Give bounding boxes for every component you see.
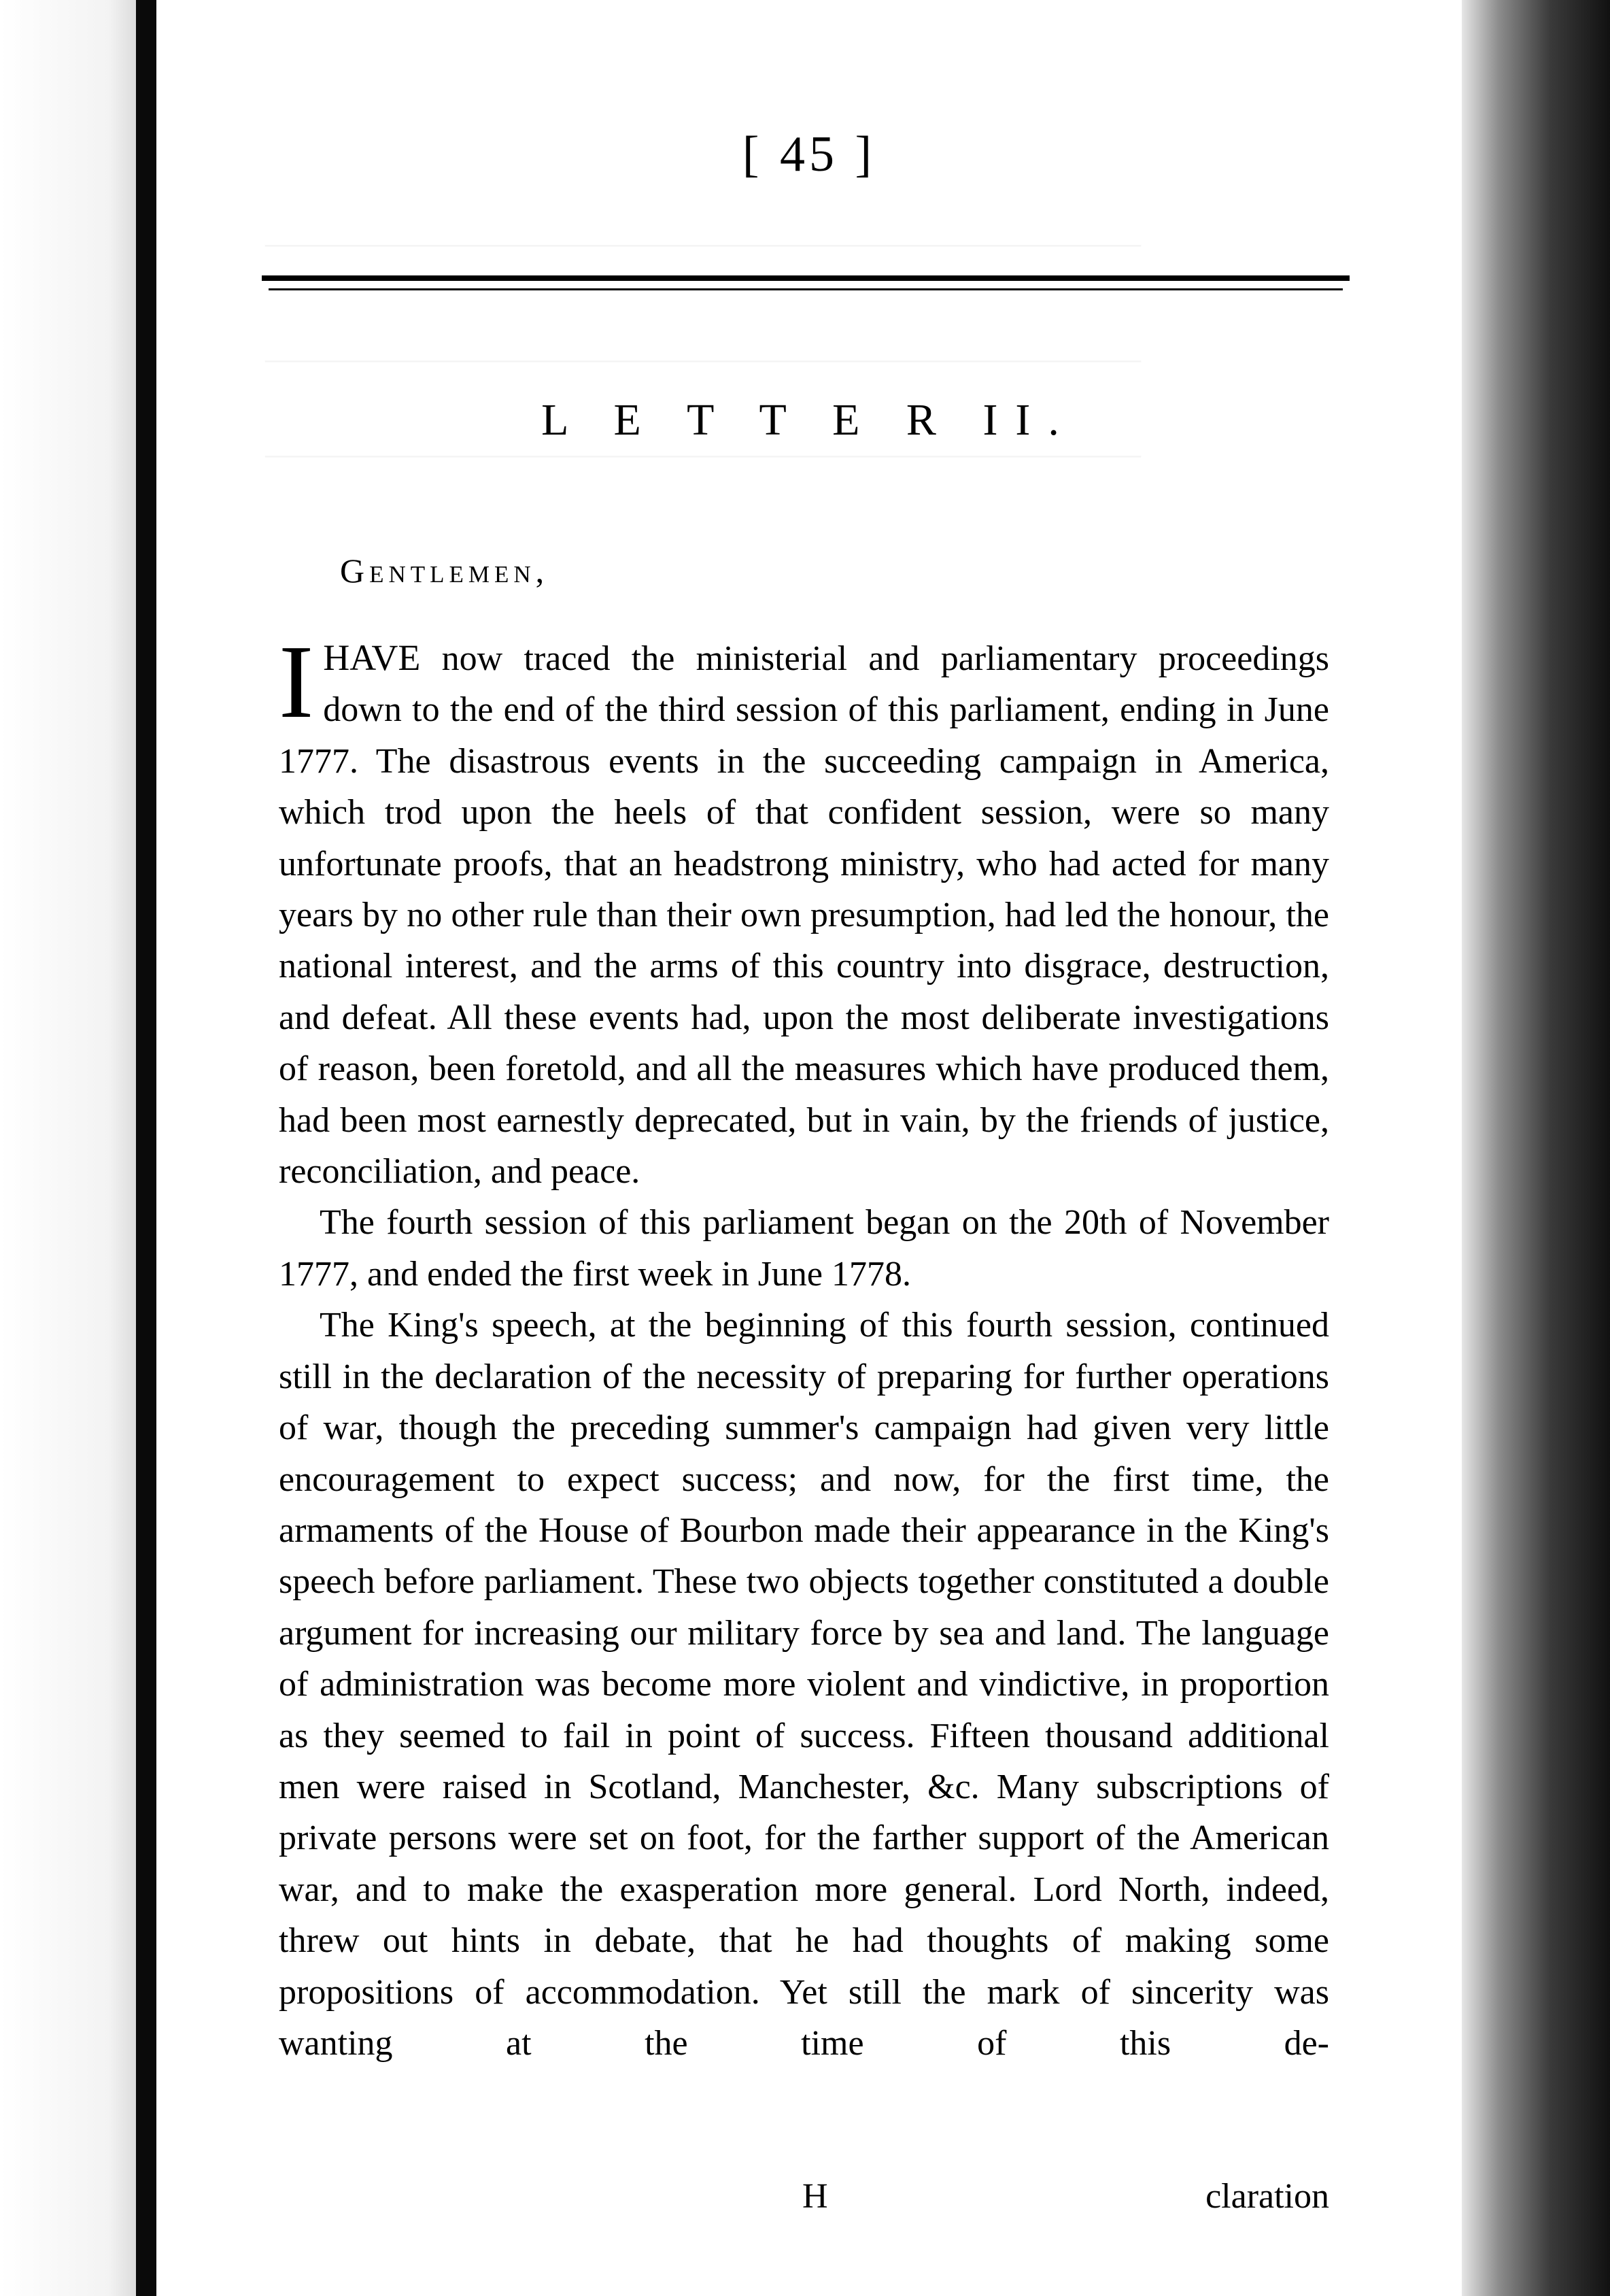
opening-words: HAVE — [323, 637, 421, 678]
paragraph-2: The fourth session of this parliament began on the 20th of November 1777, and ended the first week in June 1778. — [279, 1203, 1329, 1294]
catchword: claration — [1205, 2177, 1329, 2216]
facing-page-edge — [0, 0, 136, 2296]
header-rule-thin — [269, 288, 1343, 290]
paragraph-1 — [279, 624, 1329, 1197]
signature-mark: H — [802, 2177, 828, 2216]
paragraph-1-text: now traced the ministerial and parliamentary proceedings down to the end of the third session of this parliament, ending in June 1777. The disastrous events in the succeeding campaign in America, which trod upon the heels of that confident session, were so many unfortunate proofs, that an headstrong ministry, who had acted for many years by no other rule than their own presumption, had led the honour, the national interest, and the arms of this country into disgrace, destruction, and defeat. All these events had, upon the most deliberate investigations of reason, been foretold, and all the measures which have produced them, had been most earnestly deprecated, but in vain, by the friends of justice, reconciliation, and peace. — [279, 639, 1329, 1192]
binding-gutter — [136, 0, 156, 2296]
body-text — [279, 624, 1329, 2069]
bleed-through-text — [265, 340, 1326, 376]
header-rule-thick — [262, 275, 1350, 281]
page-footer — [279, 2176, 1329, 2231]
drop-cap: I — [279, 624, 314, 740]
page-number: [ 45 ] — [742, 126, 876, 182]
salutation: Gentlemen, — [340, 552, 549, 590]
bleed-through-text — [265, 224, 1326, 260]
page-fore-edge — [1462, 0, 1610, 2296]
paragraph-3: The King's speech, at the beginning of this fourth session, continued still in the declaration of the necessity of preparing for further operations of war, though the preceding summer's campaign had given very little encouragement to expect success; and now, for the first time, the armaments of the House of Bourbon made their appearance in the King's speech before parliament. These two objects together constituted a double argument for increasing our military force by sea and land. The language of administration was become more violent and vindictive, in proportion as they seemed to fail in point of success. Fifteen thousand additional men were raised in Scotland, Manchester, &c. Many subscriptions of private persons were set on foot, for the farther support of the American war, and to make the exasperation more general. Lord North, indeed, threw out hints in debate, that he had thoughts of making some propositions of accommodation. Yet still the mark of sincerity was wanting at the time of this de- — [279, 1306, 1329, 2063]
letter-title: L E T T E R II. — [541, 395, 1077, 445]
